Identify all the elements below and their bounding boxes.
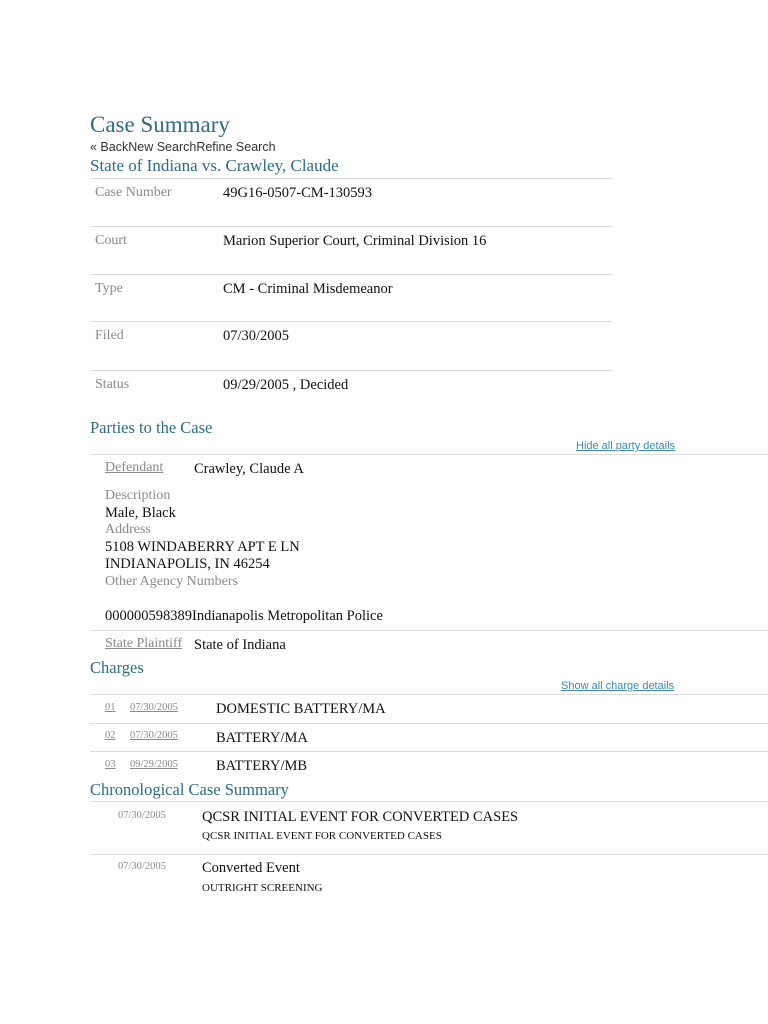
divider: [90, 801, 768, 802]
charge-number-link[interactable]: 01: [105, 702, 116, 713]
charge-number-link[interactable]: 03: [105, 759, 116, 770]
refine-search-link[interactable]: Refine Search: [196, 140, 276, 154]
divider: [90, 723, 768, 724]
charge-description: BATTERY/MB: [216, 758, 308, 774]
filed-value: 07/30/2005: [223, 328, 290, 344]
breadcrumb: [90, 140, 276, 154]
new-search-link[interactable]: New Search: [128, 140, 197, 154]
filed-label: Filed: [95, 328, 124, 343]
case-title: State of Indiana vs. Crawley, Claude: [90, 156, 339, 175]
charge-description: DOMESTIC BATTERY/MA: [216, 701, 386, 717]
divider: [90, 370, 612, 371]
divider: [90, 751, 768, 752]
type-value: CM - Criminal Misdemeanor: [223, 281, 393, 297]
ccs-heading: Chronological Case Summary: [90, 780, 289, 799]
case-number-label: Case Number: [95, 185, 172, 200]
plaintiff-role-link[interactable]: State Plaintiff: [105, 636, 183, 651]
charges-heading: Charges: [90, 658, 144, 677]
agency-number: 000000598389: [105, 608, 192, 624]
parties-heading: Parties to the Case: [90, 418, 213, 437]
divider: [90, 694, 768, 695]
case-number-value: 49G16-0507-CM-130593: [223, 185, 373, 201]
ccs-entry-detail: QCSR INITIAL EVENT FOR CONVERTED CASES: [202, 830, 442, 842]
court-value: Marion Superior Court, Criminal Division 16: [223, 233, 487, 249]
other-agency-label: Other Agency Numbers: [105, 574, 238, 589]
charge-date-link[interactable]: 07/30/2005: [130, 702, 178, 713]
ccs-entry-date: 07/30/2005: [118, 810, 166, 821]
agency-number-row: [105, 608, 383, 625]
defendant-role-link[interactable]: Defendant: [105, 460, 164, 475]
address-label: Address: [105, 522, 151, 537]
divider: [90, 274, 612, 275]
divider: [90, 321, 612, 322]
page-title: Case Summary: [90, 112, 230, 137]
status-label: Status: [95, 377, 130, 392]
divider: [90, 630, 768, 631]
description-value: Male, Black: [105, 505, 176, 521]
address-line2: INDIANAPOLIS, IN 46254: [105, 556, 270, 572]
divider: [90, 178, 612, 179]
divider: [90, 226, 612, 227]
address-line1: 5108 WINDABERRY APT E LN: [105, 539, 300, 555]
agency-name: Indianapolis Metropolitan Police: [192, 608, 383, 624]
back-link[interactable]: « Back: [90, 140, 129, 154]
defendant-name: Crawley, Claude A: [194, 461, 304, 477]
court-label: Court: [95, 233, 127, 248]
description-label: Description: [105, 488, 171, 503]
divider: [90, 454, 768, 455]
charge-description: BATTERY/MA: [216, 730, 308, 746]
charge-date-link[interactable]: 09/29/2005: [130, 759, 178, 770]
type-label: Type: [95, 281, 123, 296]
hide-party-details-link[interactable]: Hide all party details: [576, 440, 676, 452]
ccs-entry-detail: OUTRIGHT SCREENING: [202, 882, 323, 894]
status-value: 09/29/2005 , Decided: [223, 377, 349, 393]
plaintiff-name: State of Indiana: [194, 637, 286, 653]
show-charge-details-link[interactable]: Show all charge details: [561, 680, 675, 692]
ccs-entry-event: QCSR INITIAL EVENT FOR CONVERTED CASES: [202, 809, 519, 825]
divider: [90, 854, 768, 855]
ccs-entry-event: Converted Event: [202, 860, 300, 876]
charge-date-link[interactable]: 07/30/2005: [130, 730, 178, 741]
ccs-entry-date: 07/30/2005: [118, 861, 166, 872]
charge-number-link[interactable]: 02: [105, 730, 116, 741]
